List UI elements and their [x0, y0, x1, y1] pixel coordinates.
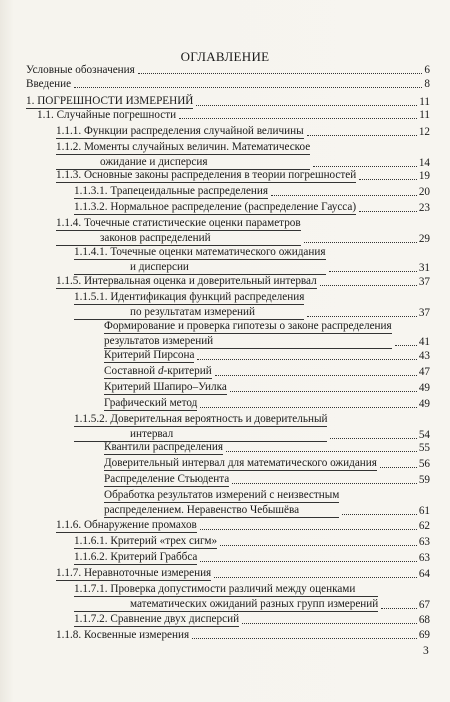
toc-entry-text: Введение — [26, 78, 72, 90]
dot-leader — [359, 211, 417, 212]
toc-entry-text: Условные обозначения — [26, 64, 135, 76]
dot-leader — [304, 242, 417, 243]
toc-entry — [104, 472, 430, 487]
toc-entry-text: распределением. Неравенство Чебышёва — [104, 503, 339, 518]
toc-entry-text: и дисперсии — [74, 260, 326, 275]
toc-entry — [56, 628, 430, 642]
toc-entry-text: законов распределений — [56, 231, 301, 246]
toc-entry — [56, 566, 430, 581]
toc-entry-text: интервал — [74, 427, 327, 442]
toc-page-number: 63 — [418, 536, 430, 548]
toc-entry-text: Распределение Стьюдента — [104, 473, 230, 485]
toc-entry — [104, 380, 430, 395]
toc-entry-text: математических ожиданий разных групп измерений — [74, 597, 378, 612]
dot-leader — [329, 271, 417, 272]
dot-leader — [230, 391, 417, 392]
toc-page-number: 62 — [418, 520, 430, 532]
toc-page-number: 23 — [418, 202, 430, 214]
toc-entry — [104, 440, 430, 455]
toc-page-number: 61 — [418, 505, 430, 517]
toc-entry — [104, 364, 430, 379]
toc-page-number: 37 — [418, 276, 430, 288]
dot-leader — [232, 483, 417, 484]
toc-page-number: 12 — [418, 126, 430, 138]
toc-entry — [104, 456, 430, 471]
dot-leader — [215, 375, 417, 376]
dot-leader — [380, 467, 417, 468]
toc-entry-text: 1.1.3.1. Трапецеидальные распределения — [74, 185, 269, 197]
toc-entry-text: 1.1.2. Моменты случайных величин. Математическое — [56, 141, 311, 153]
dot-leader — [200, 529, 417, 530]
dot-leader — [271, 195, 417, 196]
dot-leader — [381, 608, 417, 609]
toc-entry-text: 1.1.5.1. Идентификация функций распределения — [74, 291, 305, 303]
toc-entry-text: Формирование и проверка гипотезы о законе распределения — [104, 320, 392, 332]
toc-entry — [74, 612, 430, 627]
dot-leader — [307, 316, 416, 317]
toc-entry-text: Составной d-критерий — [104, 365, 212, 377]
dot-leader — [242, 623, 417, 624]
toc-entry-text: 1.1.8. Косвенные измерения — [56, 629, 190, 641]
toc-entry-text: 1.1.6.2. Критерий Граббса — [74, 551, 198, 563]
toc-entry — [74, 184, 430, 199]
toc-entry — [56, 168, 430, 183]
toc-entry — [56, 518, 430, 533]
dot-leader — [395, 345, 417, 346]
toc-entry-text: 1. ПОГРЕШНОСТИ ИЗМЕРЕНИЙ — [26, 95, 194, 107]
toc-page-number: 29 — [418, 233, 430, 245]
toc-entry — [104, 488, 430, 518]
toc-entry-text: по результатам измерений — [74, 305, 304, 320]
toc-page-number: 63 — [418, 552, 430, 564]
toc-page-number: 37 — [418, 307, 430, 319]
toc-page-number: 11 — [419, 109, 430, 121]
toc-entry-text: 1.1.7. Неравноточные измерения — [56, 567, 212, 579]
dot-leader — [200, 561, 416, 562]
toc-page-number: 20 — [418, 186, 430, 198]
toc-entry — [74, 245, 430, 275]
toc-page-number: 14 — [418, 157, 430, 169]
toc-entry-text: 1.1.3.2. Нормальное распределение (распределение Гаусса) — [74, 201, 357, 213]
dot-leader — [330, 438, 416, 439]
toc-entry-text: 1.1.3. Основные законы распределения в теории погрешностей — [56, 169, 357, 181]
toc-entry-text: Графический метод — [104, 397, 198, 409]
toc-entry — [74, 200, 430, 215]
dot-leader — [307, 135, 417, 136]
toc-entry-text: 1.1.5. Интервальная оценка и доверительный интервал — [56, 275, 317, 287]
toc-entry — [104, 396, 430, 411]
toc-page-number: 49 — [418, 398, 430, 410]
toc-entry-text: Доверительный интервал для математического ожидания — [104, 457, 377, 469]
toc-page-number: 47 — [418, 366, 430, 378]
toc-entry — [56, 274, 430, 289]
toc-page-number: 11 — [419, 96, 430, 108]
toc-page-number: 69 — [418, 629, 430, 641]
toc-page-number: 43 — [418, 350, 430, 362]
toc-entry — [56, 216, 430, 246]
toc-page-number: 19 — [418, 170, 430, 182]
dot-leader — [220, 545, 417, 546]
toc-entry-text: Обработка результатов измерений с неизвестным — [104, 489, 340, 501]
dot-leader — [74, 87, 422, 88]
toc-entry-text: 1.1.7.1. Проверка допустимости различий между оценками — [74, 582, 378, 597]
toc-page-number: 56 — [418, 458, 430, 470]
dot-leader — [196, 105, 417, 106]
toc-entry-text: 1.1.1. Функции распределения случайной величины — [56, 125, 304, 137]
toc-entry-text: Критерий Шапиро–Уилка — [104, 381, 227, 393]
toc-entry — [74, 582, 430, 612]
toc-page-number: 31 — [418, 262, 430, 274]
dot-leader — [342, 514, 416, 515]
toc-entry-text: 1.1.4.1. Точечные оценки математического ожидания — [74, 246, 326, 258]
toc-entry-text: Квантили распределения — [104, 441, 224, 453]
dot-leader — [320, 285, 417, 286]
toc-entry-text: 1.1.6.1. Критерий «трех сигм» — [74, 535, 218, 547]
toc-entry — [26, 77, 430, 91]
toc-entry — [74, 534, 430, 549]
toc-page-number: 55 — [418, 442, 430, 454]
dot-leader — [197, 359, 416, 360]
toc-entry-text: 1.1.6. Обнаружение промахов — [56, 519, 197, 531]
toc-entry-text: 1.1.5.2. Доверительная вероятность и доверительный — [74, 413, 328, 425]
toc-page-number: 64 — [418, 568, 430, 580]
toc-entry — [37, 108, 430, 122]
toc-entry — [104, 319, 430, 349]
toc-page-number: 67 — [418, 599, 430, 611]
toc-entry — [56, 140, 430, 170]
toc-page-number: 54 — [418, 429, 430, 441]
toc-entry — [74, 550, 430, 565]
toc-entry-text: 1.1.4. Точечные статистические оценки параметров — [56, 217, 301, 229]
toc-entry — [26, 94, 430, 109]
dot-leader — [226, 451, 417, 452]
dot-leader — [359, 179, 417, 180]
dot-leader — [214, 577, 417, 578]
toc-entry-text: 1.1. Случайные погрешности — [37, 109, 177, 121]
toc-entry — [74, 412, 430, 442]
toc-entry — [26, 63, 430, 77]
toc-entry — [56, 124, 430, 139]
toc-entry-text: Критерий Пирсона — [104, 349, 195, 361]
toc-entry — [104, 348, 430, 363]
dot-leader — [313, 166, 417, 167]
toc-entry-text: ожидание и дисперсия — [56, 155, 310, 170]
page-number: 3 — [423, 645, 429, 657]
dot-leader — [179, 118, 417, 119]
dot-leader — [200, 407, 416, 408]
toc-entry-text: результатов измерений — [104, 334, 392, 349]
toc-entry-text: 1.1.7.2. Сравнение двух дисперсий — [74, 613, 240, 625]
toc-page-number: 59 — [418, 474, 430, 486]
toc-page-number: 6 — [424, 64, 430, 76]
toc-page-number: 49 — [418, 382, 430, 394]
toc-page-number: 41 — [418, 336, 430, 348]
dot-leader — [192, 638, 417, 639]
toc-entry — [74, 290, 430, 320]
dot-leader — [138, 73, 423, 74]
toc-page-number: 8 — [424, 78, 430, 90]
page-title: ОГЛАВЛЕНИЕ — [180, 49, 270, 64]
toc-page-number: 68 — [418, 614, 430, 626]
